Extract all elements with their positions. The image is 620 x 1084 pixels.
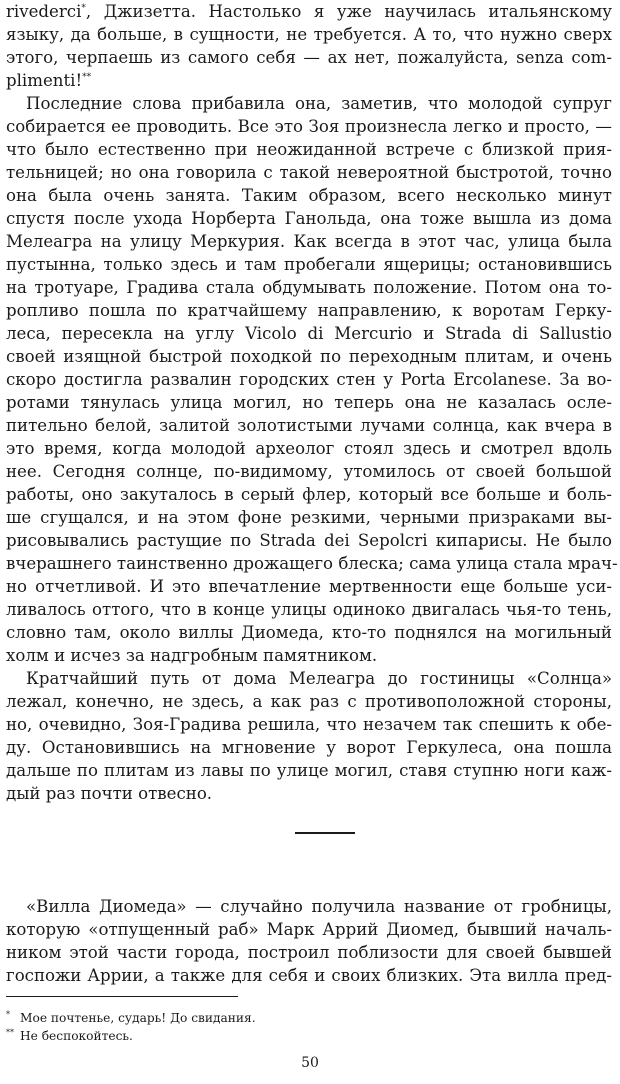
text-line: Кратчайший путь от дома Мелеагра до гостиницы «Солнца» <box>26 669 612 688</box>
text-line: пустынна, только здесь и там пробегали ящерицы; остановившись <box>6 255 612 274</box>
text-line: вчерашнего таинственно дрожащего блеска; сама улица стала мрач- <box>6 554 618 573</box>
text-line: пительно белой, залитой золотистыми лучами солнца, как вчера в <box>6 416 612 435</box>
text-line: ливалось оттого, что в конце улицы одиноко двигалась чья-то тень, <box>6 600 612 619</box>
text-line: Мелеагра на улицу Меркурия. Как всегда в этот час, улица была <box>6 232 612 251</box>
text-line: «Вилла Диомеда» — случайно получила название от гробницы, <box>26 897 612 916</box>
section-divider <box>295 832 355 834</box>
text-line: этого, черпаешь из самого себя — ах нет, пожалуйста, senza com- <box>6 48 612 67</box>
text-line: работы, оно закуталось в серый флер, который все больше и боль- <box>6 485 612 504</box>
text-line: лежал, конечно, не здесь, а как раз с противоположной стороны, <box>6 692 612 711</box>
text-line: нее. Сегодня солнце, по-видимому, утомилось от своей большой <box>6 462 612 481</box>
text-line: но отчетливой. И это впечатление мертвенности еще больше уси- <box>6 577 612 596</box>
text-line: ропливо пошла по кратчайшему направлению, к воротам Герку- <box>6 301 612 320</box>
text-line: Последние слова прибавила она, заметив, что молодой супруг <box>26 94 612 113</box>
text-line: языку, да больше, в сущности, не требуется. А то, что нужно сверх <box>6 25 612 44</box>
page-number: 50 <box>301 1055 319 1071</box>
text-line: rivederci*, Джизетта. Настолько я уже научилась итальянскому <box>6 2 612 21</box>
text-line: ду. Остановившись на мгновение у ворот Геркулеса, она пошла <box>6 738 612 757</box>
text-line: дый раз почти отвесно. <box>6 784 213 803</box>
text-line: ше сгущался, и на этом фоне резкими, черными призраками вы- <box>6 508 612 527</box>
footnote-rule <box>6 996 238 997</box>
footnote-ref: ** <box>82 72 92 83</box>
text-line: дальше по плитам из лавы по улице могил, ставя ступню ноги каж- <box>6 761 612 780</box>
text-line: ротами тянулась улица могил, но теперь она не казалась осле- <box>6 393 612 412</box>
text-line: леса, пересекла на углу Vicolo di Mercurio и Strada di Sallustio <box>6 324 612 343</box>
text-line: но, очевидно, Зоя-Градива решила, что незачем так спешить к обе- <box>6 715 612 734</box>
text-line: скоро достигла развалин городских стен у Porta Ercolanese. За во- <box>6 370 612 389</box>
footnote: ** Не беспокойтесь. <box>6 1027 133 1043</box>
footnote-text: Не беспокойтесь. <box>20 1029 133 1043</box>
footnote-ref: * <box>81 3 86 14</box>
text-line: своей изящной быстрой походкой по переходным плитам, и очень <box>6 347 612 366</box>
text-line: холм и исчез за надгробным памятником. <box>6 646 378 665</box>
text-line: рисовывались растущие по Strada dei Sepolcri кипарисы. Не было <box>6 531 612 550</box>
text-line: собирается ее проводить. Все это Зоя произнесла легко и просто, — <box>6 117 612 136</box>
footnote-text: Мое почтенье, сударь! До свидания. <box>20 1011 256 1025</box>
text-line: которую «отпущенный раб» Марк Аррий Диомед, бывший началь- <box>6 920 612 939</box>
text-line: это время, когда молодой археолог стоял здесь и смотрел вдоль <box>6 439 612 458</box>
text-line: спустя после ухода Норберта Ганольда, она тоже вышла из дома <box>6 209 612 228</box>
text-segment: plimenti! <box>6 71 83 90</box>
footnote: * Мое почтенье, сударь! До свидания. <box>6 1009 256 1025</box>
text-line: госпожи Аррии, а также для себя и своих близких. Эта вилла пред- <box>6 966 612 985</box>
text-line: она была очень занята. Таким образом, всего несколько минут <box>6 186 612 205</box>
text-line: словно там, около виллы Диомеда, кто-то поднялся на могильный <box>6 623 612 642</box>
text-line <box>6 69 612 92</box>
text-segment: , Джизетта. Настолько я уже научилась итальянскому <box>85 2 612 21</box>
text-line: ником этой части города, построил поблизости для своей бывшей <box>6 943 612 962</box>
text-line: на тротуаре, Градива стала обдумывать положение. Потом она то- <box>6 278 612 297</box>
text-line: тельницей; но она говорила с такой невероятной быстротой, точно <box>6 163 612 182</box>
text-line: что было естественно при неожиданной встрече с близкой прия- <box>6 140 612 159</box>
